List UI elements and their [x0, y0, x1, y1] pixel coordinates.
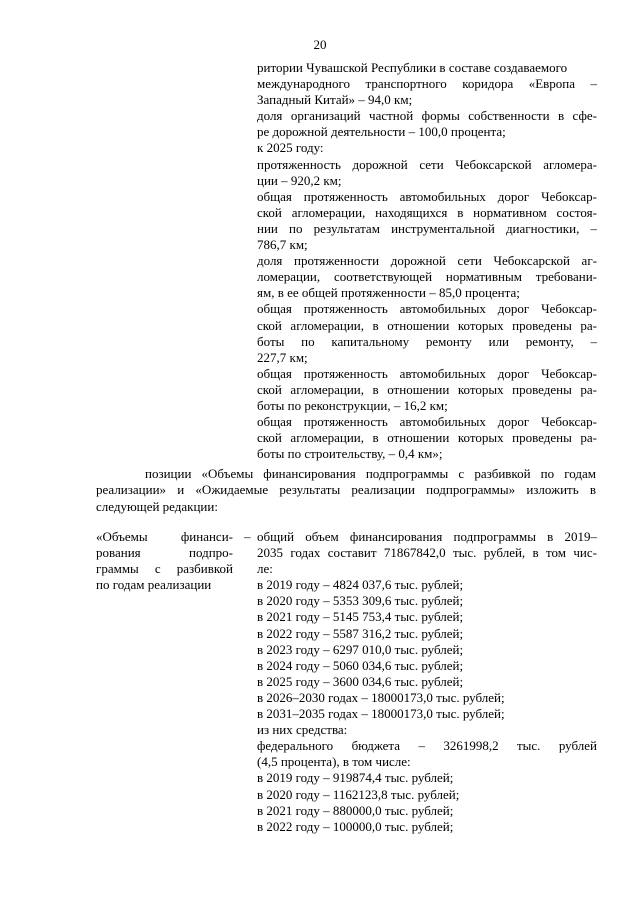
text-line: реализации» и «Ожидаемые результаты реализации подпрограммы» изложить в	[96, 482, 596, 498]
text-line: ям, в ее общей протяженности – 85,0 процента;	[257, 285, 520, 301]
value-line: 2035 годах составит 71867842,0 тыс. рублей, в том чис-	[257, 545, 597, 561]
text-line: нии по результатам инструментальной диагностики, –	[257, 220, 597, 236]
text-line: международного транспортного коридора «Европа –	[257, 76, 597, 92]
text-line: ской агломерации, в отношении которых проведены ра-	[257, 381, 597, 397]
label-line: граммы с разбивкой	[96, 561, 233, 577]
text-line: боты по капитальному ремонту или ремонту, –	[257, 333, 597, 349]
text-line: общая протяженность автомобильных дорог Чебоксар-	[257, 188, 597, 204]
text-line: боты по строительству, – 0,4 км»;	[257, 446, 443, 462]
label-line: «Объемы финанси-	[96, 529, 233, 544]
page-number: 20	[313, 37, 327, 52]
text-line: 227,7 км;	[257, 349, 308, 365]
value-line: в 2024 году – 5060 034,6 тыс. рублей;	[257, 657, 464, 673]
value-line: в 2025 году – 3600 034,6 тыс. рублей;	[257, 673, 464, 689]
amendment-paragraph	[96, 466, 596, 515]
value-line: в 2031–2035 годах – 18000173,0 тыс. рублей;	[257, 706, 505, 722]
text-line: ской агломерации, в отношении которых проведены ра-	[257, 430, 597, 446]
text-line: ломерации, соответствующей нормативным требовани-	[257, 269, 597, 285]
passport-row-value	[257, 529, 597, 835]
text-line: к 2025 году:	[257, 140, 324, 156]
text-line: ской агломерации, находящихся в нормативном состоя-	[257, 204, 597, 220]
value-line: в 2019 году – 919874,4 тыс. рублей;	[257, 770, 454, 786]
text-line: доля протяженности дорожной сети Чебоксарской аг-	[257, 253, 597, 269]
text-line: общая протяженность автомобильных дорог Чебоксар-	[257, 365, 597, 381]
indicators-list	[257, 60, 597, 462]
text-line: Западный Китай» – 94,0 км;	[257, 92, 413, 108]
text-line: ской агломерации, в отношении которых проведены ра-	[257, 317, 597, 333]
value-line: в 2021 году – 5145 753,4 тыс. рублей;	[257, 609, 464, 625]
value-line: ле:	[257, 561, 273, 577]
value-line: в 2023 году – 6297 010,0 тыс. рублей;	[257, 641, 464, 657]
text-line: позиции «Объемы финансирования подпрограммы с разбивкой по годам	[145, 466, 596, 481]
passport-row-label	[96, 529, 233, 593]
value-line: (4,5 процента), в том числе:	[257, 754, 411, 770]
text-line: общая протяженность автомобильных дорог Чебоксар-	[257, 414, 597, 430]
text-line: боты по реконструкции, – 16,2 км;	[257, 397, 448, 413]
text-line: общая протяженность автомобильных дорог Чебоксар-	[257, 301, 597, 317]
label-line: рования подпро-	[96, 545, 233, 561]
value-line: в 2026–2030 годах – 18000173,0 тыс. рублей;	[257, 689, 505, 705]
value-line: в 2020 году – 5353 309,6 тыс. рублей;	[257, 593, 464, 609]
value-line: в 2020 году – 1162123,8 тыс. рублей;	[257, 786, 460, 802]
text-line: доля организаций частной формы собственности в сфе-	[257, 108, 597, 124]
row-dash: –	[244, 529, 251, 544]
value-line: из них средства:	[257, 722, 348, 738]
value-line: федерального бюджета – 3261998,2 тыс. рублей	[257, 738, 597, 754]
value-line: в 2021 году – 880000,0 тыс. рублей;	[257, 802, 454, 818]
text-line: ритории Чувашской Республики в составе создаваемого	[257, 60, 568, 75]
text-line: ре дорожной деятельности – 100,0 процента;	[257, 124, 506, 140]
text-line: 786,7 км;	[257, 237, 308, 253]
text-line: протяженность дорожной сети Чебоксарской агломера-	[257, 156, 597, 172]
text-line: следующей редакции:	[96, 498, 218, 514]
value-line: в 2019 году – 4824 037,6 тыс. рублей;	[257, 577, 464, 593]
label-line: по годам реализации	[96, 577, 212, 593]
value-line: в 2022 году – 5587 316,2 тыс. рублей;	[257, 625, 464, 641]
value-line: в 2022 году – 100000,0 тыс. рублей;	[257, 818, 454, 834]
value-line: общий объем финансирования подпрограммы в 2019–	[257, 529, 597, 544]
text-line: ции – 920,2 км;	[257, 172, 342, 188]
